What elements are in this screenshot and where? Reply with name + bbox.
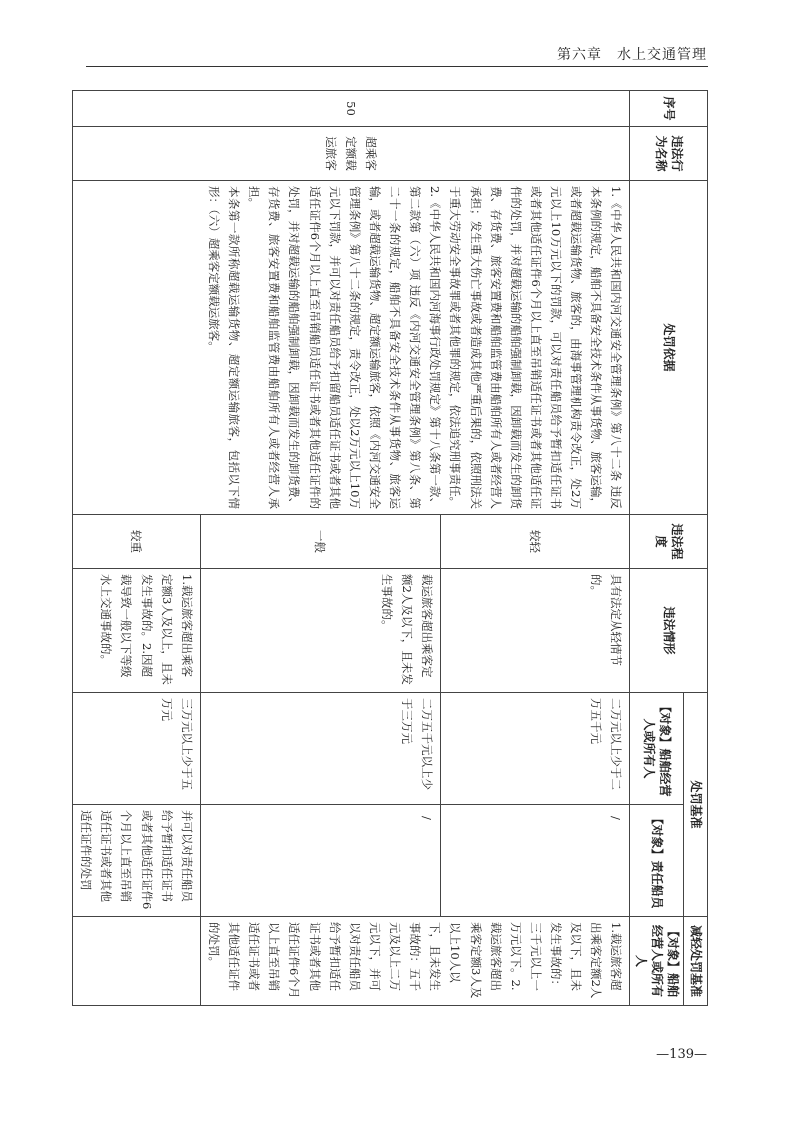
operator-penalty-light (441, 693, 630, 805)
page-number: —139— (656, 1047, 707, 1062)
circumstance-general: 载运旅客超出乘客定额2人及以下，且未发生事故的。 (200, 569, 440, 693)
running-header: 第六章 水上交通管理 (557, 47, 707, 63)
header-seq: 序号 (630, 91, 708, 127)
row-basis (73, 181, 630, 515)
mitigated-penalty-empty (73, 917, 201, 1006)
row-name: 超乘客定额载运旅客 (73, 127, 630, 181)
row-seq: 50 (73, 91, 630, 127)
header-name: 违法行为名称 (630, 127, 708, 181)
rotated-table-container (79, 90, 708, 1005)
circumstance-light: 具有法定从轻情节的。 (441, 569, 630, 693)
basis-paragraph-3: 本条第一款所称超载运输货物、超定额运输旅客，包括以下情形：（六）超乘客定额载运旅客。 (206, 186, 242, 509)
basis-paragraph-1: 1.《中华人民共和国内河交通安全管理条例》第八十二条 违反本条例的规定，船舶不具备安全技术条件从事货物、旅客运输，或者超载运输货物、旅客的，由海事管理机构责令改正，处2万元以上10万元以下的罚款，可以对责任船员给予暂扣适任证书或者其他适任证件6个月以上直至吊销适任证书或者其他适任证件的处罚，并对超载运输的船舶强制卸载，因卸载而发生的卸货费、存货费、旅客安置费和船舶监管费由船舶所有人或者经营人承担；发生重大伤亡事故或者造成其他严重后果的，依照刑法关于重大劳动安全事故罪或者其他罪的规定，依法追究刑事责任。 (448, 186, 624, 509)
operator-penalty-general-text: 二万五千元以上少于三万元 (399, 698, 435, 790)
degree-light: 较轻 (441, 515, 630, 569)
header-degree: 违法程度 (630, 515, 708, 569)
crew-penalty-light (441, 805, 630, 917)
header-standard: 处罚基准 (684, 693, 708, 917)
header-rule (86, 66, 708, 67)
crew-penalty-general-text: / (420, 816, 435, 820)
crew-penalty-general (200, 805, 440, 917)
circumstance-serious: 1.载运旅客超出乘客定额3人及以上，且未发生事故的。2.因超载导致一般以下等级水上交通事故的。 (73, 569, 201, 693)
degree-serious: 较重 (73, 515, 201, 569)
crew-penalty-light-text: / (609, 816, 624, 820)
penalty-table (72, 90, 708, 1006)
header-mitigated-target: 【对象】船舶经营人或所有人 (630, 917, 684, 1006)
header-mitigated: 减轻处罚基准 (684, 917, 708, 1006)
basis-paragraph-2: 2.《中华人民共和国内河海事行政处罚规定》第十八条第一款、第二款第（六）项 违反《内河交通安全管理条例》第八条、第二十一条的规定，船舶不具备安全技术条件从事货物、旅客运输，或者超载运输货物、超定额运输旅客，依照《内河交通安全管理条例》第八十二条的规定，责令改正，处以2万元以上10万元以下罚款，并可以对责任船员给予扣留船员适任证书或者其他适任证件6个月以上直至吊销船员适任证书或者其他适任证件的处罚，并对超载运输的船舶强制卸载，因卸载而发生的卸货费、存货费、旅客安置费和船舶监管费由船舶所有人或者经营人承担。 (247, 186, 443, 509)
operator-penalty-light-text: 二万元以上少于二万五千元 (589, 698, 624, 790)
header-basis: 处罚依据 (630, 181, 708, 515)
mitigated-penalty: 1.载运旅客超出乘客定额2人及以下，且未发生事故的：三千元以上一万元以下。2.载运旅客超出乘客定额3人及以上10人以下，且未发生事故的：五千元及以上二万元以下，并可以对责任船员给予暂扣适任证书或者其他适任证件6个月以上直至吊销适任证书或者其他适任证件的处罚。 (200, 917, 630, 1006)
header-target-operator: 【对象】船舶经营人或所有人 (630, 693, 684, 805)
header-target-crew: 【对象】责任船员 (630, 805, 684, 917)
operator-penalty-serious: 三万元以上少于五万元 (73, 693, 201, 805)
crew-penalty-serious: 并可以对责任船员给予暂扣适任证书或者其他适任证件6个月以上直至吊销适任证书或者其他适任证件的处罚 (73, 805, 201, 917)
degree-general: 一般 (200, 515, 440, 569)
header-circumstance: 违法情形 (630, 569, 708, 693)
operator-penalty-general (200, 693, 440, 805)
